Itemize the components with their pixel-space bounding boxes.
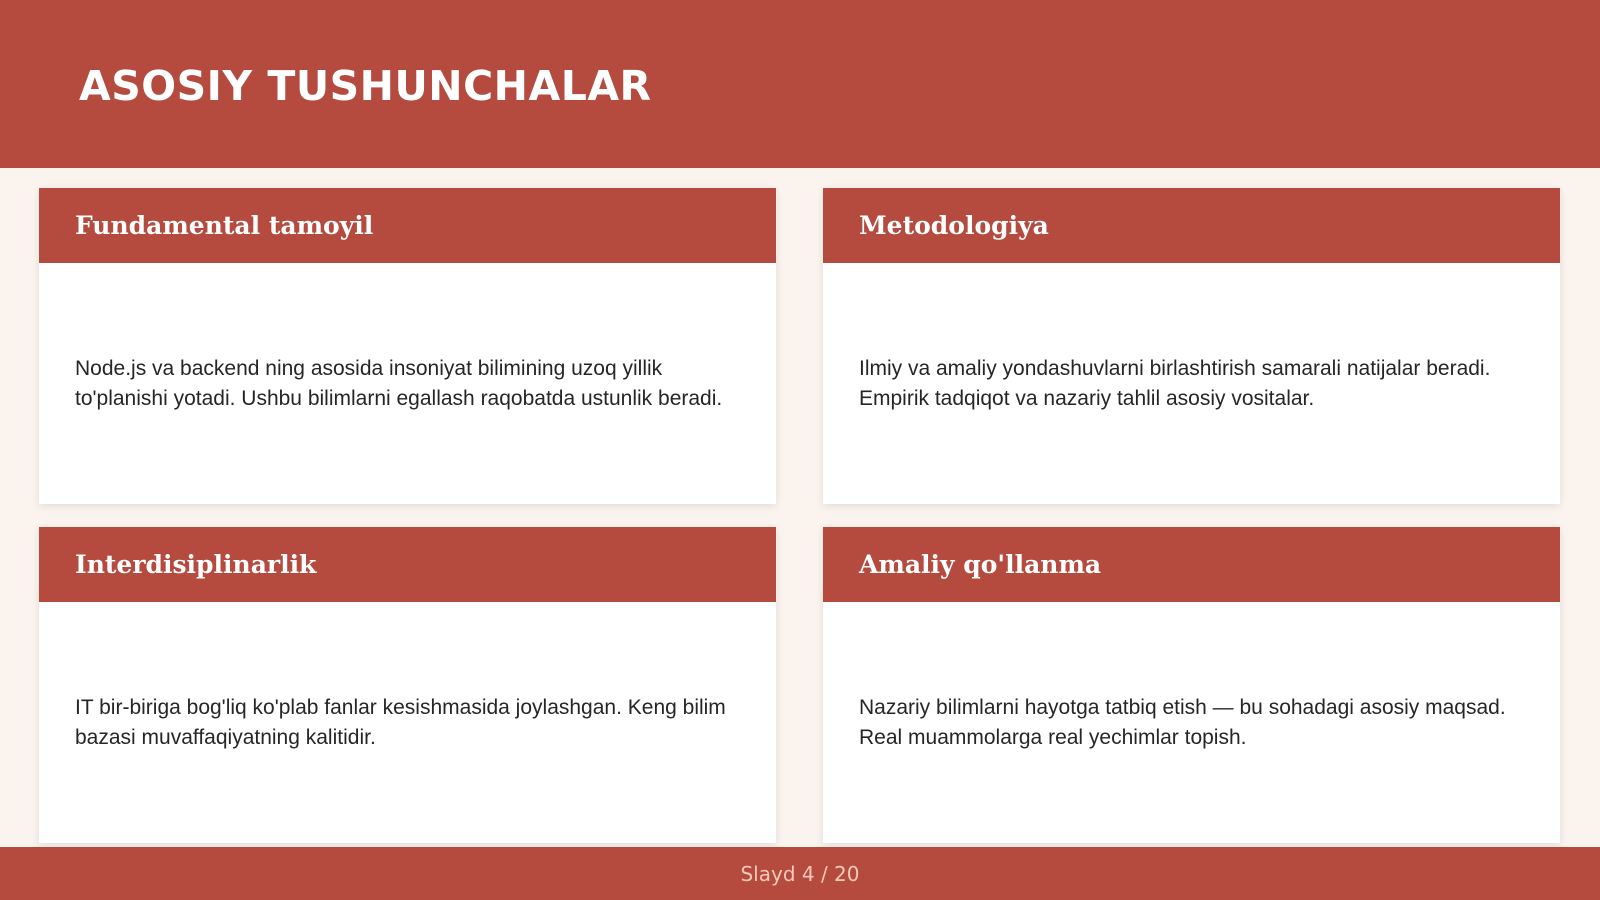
concept-card-methodology: [823, 188, 1560, 504]
card-header: [39, 527, 776, 602]
card-title: Fundamental tamoyil: [75, 211, 374, 240]
slide-title: ASOSIY TUSHUNCHALAR: [79, 62, 652, 110]
card-header: [823, 188, 1560, 263]
slide-footer: [0, 847, 1600, 900]
slide-counter: Slayd 4 / 20: [740, 861, 860, 886]
card-text: Node.js va backend ning asosida insoniyat bilimining uzoq yillik to'planishi yotadi. Ushbu bilimlarni egallash raqobatda ustunlik beradi.: [75, 356, 723, 410]
concept-card-interdisciplinary: [39, 527, 776, 843]
card-header: [39, 188, 776, 263]
slide-header: [0, 0, 1600, 168]
card-title: Amaliy qo'llanma: [859, 550, 1102, 579]
card-body: [823, 263, 1560, 504]
card-title: Interdisiplinarlik: [75, 550, 317, 579]
card-text: IT bir-biriga bog'liq ko'plab fanlar kesishmasida joylashgan. Keng bilim bazasi muvaffaqiyatning kalitidir.: [75, 695, 726, 749]
card-header: [823, 527, 1560, 602]
concept-card-practical: [823, 527, 1560, 843]
card-body: [39, 263, 776, 504]
card-title: Metodologiya: [859, 211, 1049, 240]
card-body: [39, 602, 776, 843]
concept-card-fundamental: [39, 188, 776, 504]
card-text: Nazariy bilimlarni hayotga tatbiq etish — bu sohadagi asosiy maqsad. Real muammolarga real yechimlar topish.: [859, 695, 1506, 749]
card-text: Ilmiy va amaliy yondashuvlarni birlashtirish samarali natijalar beradi. Empirik tadqiqot va nazariy tahlil asosiy vositalar.: [859, 356, 1491, 410]
card-body: [823, 602, 1560, 843]
